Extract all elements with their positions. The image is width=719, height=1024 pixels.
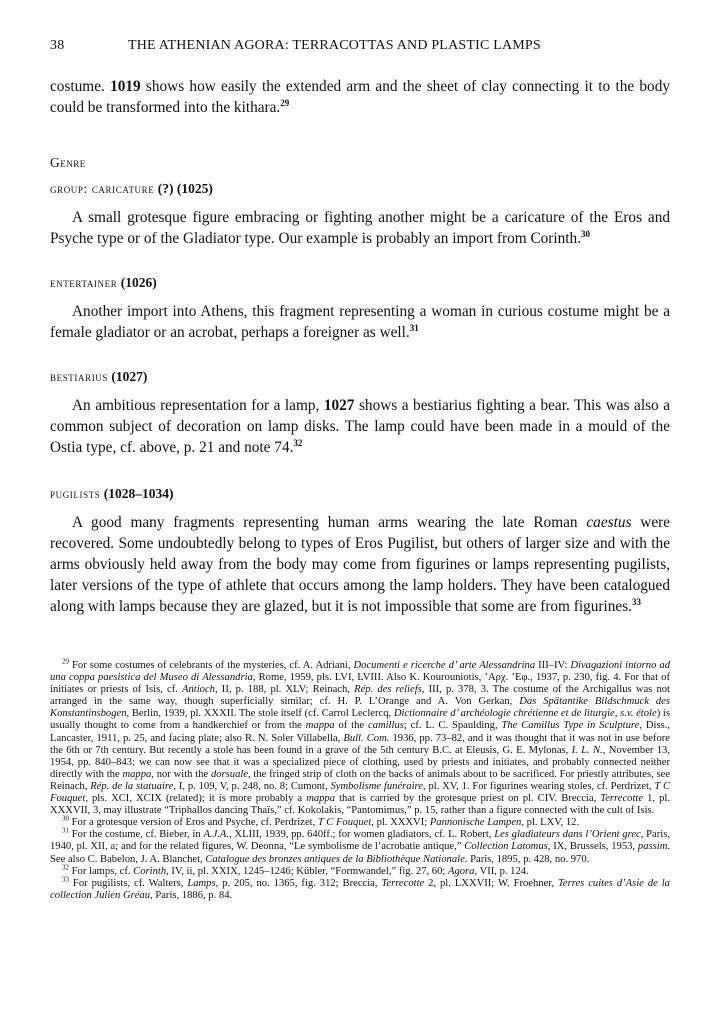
- intro-paragraph: costume. 1019 shows how easily the extended arm and the sheet of clay connecting it to the body could be transformed into the kithara.$^{29}$: [50, 78, 670, 116]
- subheading-entertainer: entertainer (1026): [50, 275, 157, 290]
- page-number: 38: [50, 38, 65, 53]
- footnote-30: $^{30}$ For a grotesque version of Eros and Psyche, cf. Perdrizet, T C Fouquet, pl. XXXVI; Pannonische Lampen, pl. LXV, 12.: [62, 814, 580, 829]
- paragraph-caricature: A small grotesque figure embracing or fighting another might be a caricature of the Eros and Psyche type or of the Gladiator type. Our example is probably an import from Corinth.$^{30}$: [50, 209, 670, 247]
- footnote-29: $^{29}$ For some costumes of celebrants of the mysteries, cf. A. Adriani, Documenti e ricerche d’ arte Alessandrina III–IV: Divagazioni intorno ad una coppa paesistica del Museo di Alessandria, Rome, 1959, pls. LVI, LVIII. Also K. Kourouniotis, ’Αρχ. ’Εφ., 1937, p. 230, fig. 4. For that of initiates or priests of Isis, cf. Antioch, II, p. 188, pl. XLV; Reinach, Rép. des reliefs, III, p. 378, 3. The costume of the Archigallus was not arranged in the same way, though superficially similar; cf. H. P. L’Orange and A. Von Gerkan, Das Spätantike Bildschmuck des Konstantinsbogen, Berlin, 1939, pl. XXXII. The stole itself (cf. Carrol Leclercq, Dictionnaire d’ archéologie chrétienne et de liturgie, s.v. étole) is usually thought to come from a handkerchief or from the mappa of the camillus; cf. L. C. Spaulding, The Camillus Type in Sculpture, Diss., Lancaster, 1911, p. 25, and facing plate; also R. N. Soler Villabella, Bull. Com. 1936, pp. 73–82, and it was thought that it was not in use before the 6th or 7th century. But recently a stole has been found in a grave of the 5th century B.C. at Eleusis, G. E. Mylonas, I. L. N., November 13, 1954, pp. 840–843; we can now see that it was a specialized piece of clothing, used by priests and initiates, and probably connected neither directly with the mappa, nor with the dorsuale, the fringed strip of cloth on the backs of animals about to be sacrificed. For priestly attributes, see Reinach, Rép. de la statuaire, I, p. 109, V, p. 248, no. 8; Cumont, Symbolisme funéraire, pl. XV, 1. For figurines wearing stoles, cf. Perdrizet, T C Fouquet, pls. XCI, XCIX (related); it is more probably a mappa that is carried by the grotesque priest on pl. CIV. Breccia, Terrecotte 1, pl. XXXVII, 3, may illustrate “Triphallos dancing Thaïs,” cf. Kokolakis, “Pantomimus,” p. 15, rather than a figure connected with the cult of Isis.: [50, 657, 671, 817]
- subheading-bestiarius: bestiarius (1027): [50, 369, 148, 384]
- footnote-31: $^{31}$ For the costume, cf. Bieber, in A.J.A., XLIII, 1939, pp. 640ff.; for women gladiators, cf. L. Robert, Les gladiateurs dans l’Orient grec, Paris, 1940, pl. XII, a; and for the related figures, W. Deonna, “Le symbolisme de l’acrobatie antique,” Collection Latomus, IX, Brussels, 1953, passim. See also C. Babelon, J. A. Blanchet, Catalogue des bronzes antiques de la Bibliothèque Nationale. Paris, 1895, p. 428, no. 970.: [50, 826, 670, 865]
- subheading-caricature: group: caricature (?) (1025): [50, 181, 213, 196]
- footnote-ref[interactable]: 31: [409, 322, 419, 333]
- footnote-ref[interactable]: 33: [631, 596, 641, 607]
- running-title: THE ATHENIAN AGORA: TERRACOTTAS AND PLASTIC LAMPS: [128, 38, 541, 53]
- paragraph-pugilists: A good many fragments representing human arms wearing the late Roman caestus were recovered. Some undoubtedly belong to types of Eros Pugilist, but others of larger size and with the arms obviously held away from the body may come from figurines or lamps representing pugilists, later versions of the type of athlete that occurs among the lamp holders. They have been catalogued along with lamps because they are glazed, but it is not impossible that some are from figurines.$^{33}$: [50, 514, 670, 615]
- footnotes: [50, 657, 671, 902]
- section-heading-genre: Genre: [50, 155, 86, 170]
- footnote-32: $^{32}$ For lamps, cf. Corinth, IV, ii, pl. XXIX, 1245–1246; Kübler, “Formwandel,” fig. 27, 60; Agora, VII, p. 124.: [62, 863, 529, 877]
- footnote-33: $^{33}$ For pugilists, cf. Walters, Lamps, p. 205, no. 1365, fig. 312; Breccia, Terrecotte 2, pl. LXXVII; W. Froehner, Terres cuites d’Asie de la collection Julien Gréau, Paris, 1886, p. 84.: [50, 875, 670, 901]
- footnote-ref[interactable]: 30: [581, 228, 591, 239]
- footnote-ref[interactable]: 32: [293, 437, 303, 448]
- page-body: [50, 38, 670, 617]
- footnote-ref[interactable]: 29: [280, 97, 290, 108]
- paragraph-bestiarius: An ambitious representation for a lamp, 1027 shows a bestiarius fighting a bear. This was also a common subject of decoration on lamp disks. The lamp could have been made in a mould of the Ostia type, cf. above, p. 21 and note 74.32: [50, 397, 671, 456]
- paragraph-entertainer: Another import into Athens, this fragment representing a woman in curious costume might be a female gladiator or an acrobat, perhaps a foreigner as well.$^{31}$: [50, 303, 670, 341]
- subheading-pugilists: pugilists (1028–1034): [50, 486, 174, 501]
- running-header: [50, 38, 670, 60]
